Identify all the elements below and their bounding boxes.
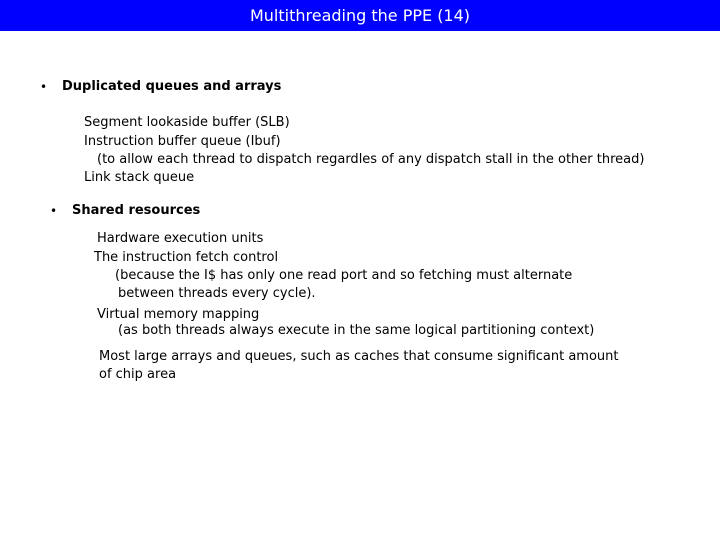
bullet-icon: • <box>40 80 48 94</box>
section-heading-shared: Shared resources <box>72 203 201 218</box>
list-item: Segment lookaside buffer (SLB) <box>84 115 290 130</box>
slide-title: Multithreading the PPE (14) <box>0 0 720 31</box>
bullet-icon: • <box>50 204 58 218</box>
list-item: Virtual memory mapping <box>97 307 260 322</box>
list-item: Instruction buffer queue (Ibuf) <box>84 134 281 149</box>
list-item: Hardware execution units <box>97 231 264 246</box>
list-item: The instruction fetch control <box>94 250 279 265</box>
list-item-note: between threads every cycle). <box>118 286 316 301</box>
list-item: of chip area <box>99 367 177 382</box>
list-item: Most large arrays and queues, such as caches that consume significant amount <box>99 349 619 364</box>
list-item-note: (because the I$ has only one read port and so fetching must alternate <box>115 268 573 283</box>
list-item: Link stack queue <box>84 170 195 185</box>
section-heading-duplicated: Duplicated queues and arrays <box>62 79 282 94</box>
list-item-note: (to allow each thread to dispatch regardles of any dispatch stall in the other thread) <box>97 152 645 167</box>
list-item-note: (as both threads always execute in the same logical partitioning context) <box>118 323 595 338</box>
